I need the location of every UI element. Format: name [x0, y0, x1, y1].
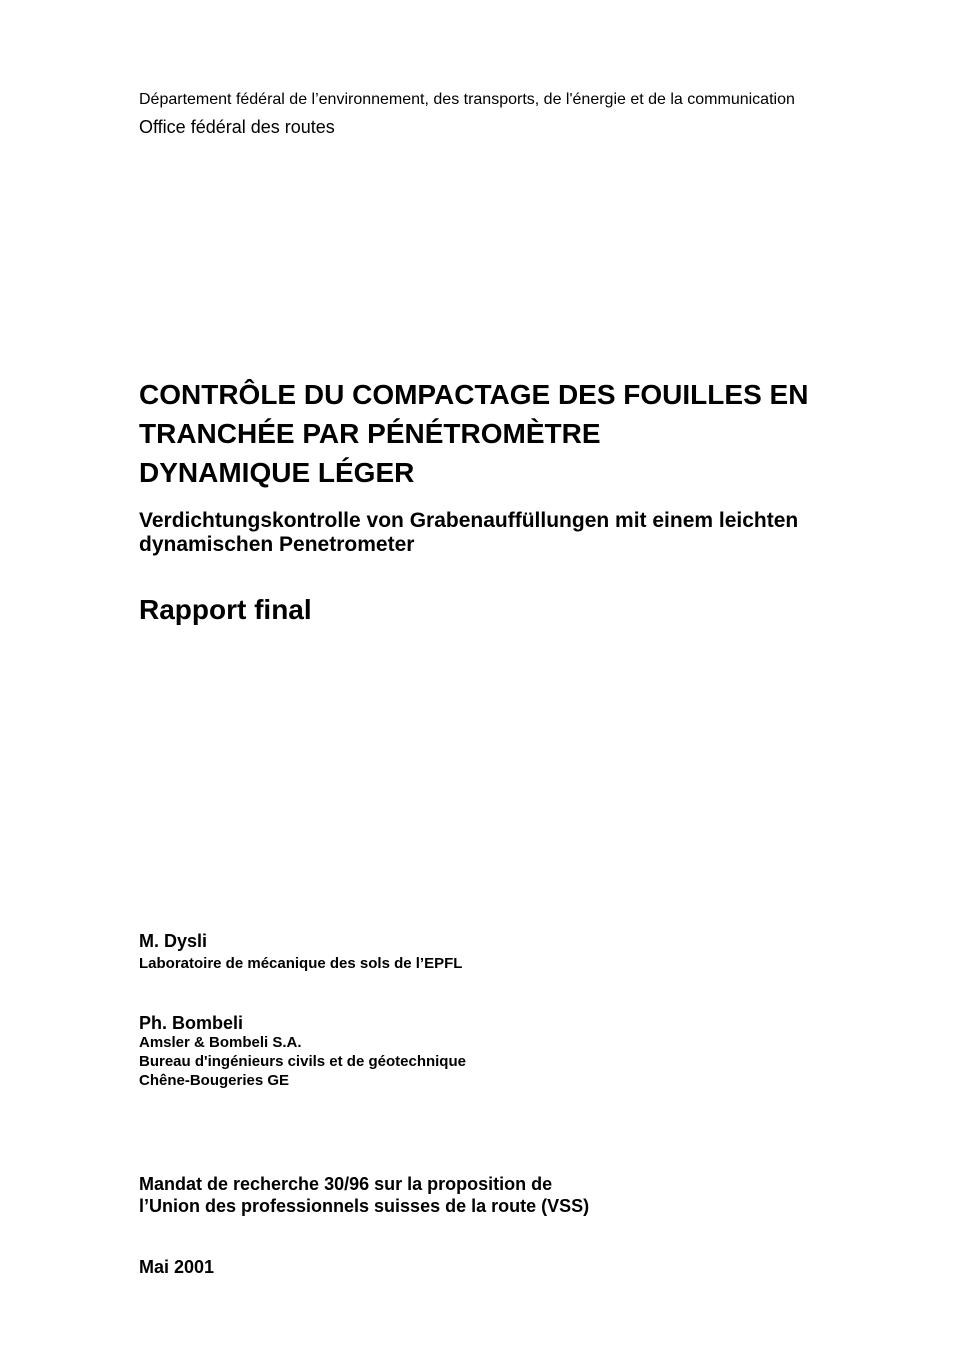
- publication-date: Mai 2001: [139, 1257, 215, 1277]
- subtitle-line: Verdichtungskontrolle von Grabenauffüllungen mit einem leichten: [139, 509, 799, 532]
- title-line: CONTRÔLE DU COMPACTAGE DES FOUILLES EN: [139, 379, 809, 410]
- document-subtitle: [139, 509, 798, 557]
- affiliation-line: Bureau d'ingénieurs civils et de géotechnique: [139, 1053, 466, 1070]
- affiliation-line: Laboratoire de mécanique des sols de l’EPFL: [139, 955, 463, 972]
- author-name: Ph. Bombeli: [139, 1013, 244, 1033]
- department-name: Département fédéral de l’environnement, des transports, de l'énergie et de la communication: [139, 91, 795, 108]
- author-affiliation: [139, 954, 462, 973]
- affiliation-line: Chêne-Bougeries GE: [139, 1072, 290, 1089]
- mandate-line: l’Union des professionnels suisses de la route (VSS): [139, 1196, 590, 1216]
- title-line: DYNAMIQUE LÉGER: [139, 457, 415, 488]
- author-affiliation: [139, 1033, 466, 1090]
- title-line: TRANCHÉE PAR PÉNÉTROMÈTRE: [139, 418, 601, 449]
- document-title: [139, 375, 808, 492]
- mandate-line: Mandat de recherche 30/96 sur la proposition de: [139, 1174, 553, 1194]
- office-name: Office fédéral des routes: [139, 117, 335, 137]
- report-type: Rapport final: [139, 594, 312, 625]
- subtitle-line: dynamischen Penetrometer: [139, 533, 415, 556]
- research-mandate: [139, 1173, 589, 1217]
- author-name: M. Dysli: [139, 931, 208, 951]
- affiliation-line: Amsler & Bombeli S.A.: [139, 1034, 302, 1051]
